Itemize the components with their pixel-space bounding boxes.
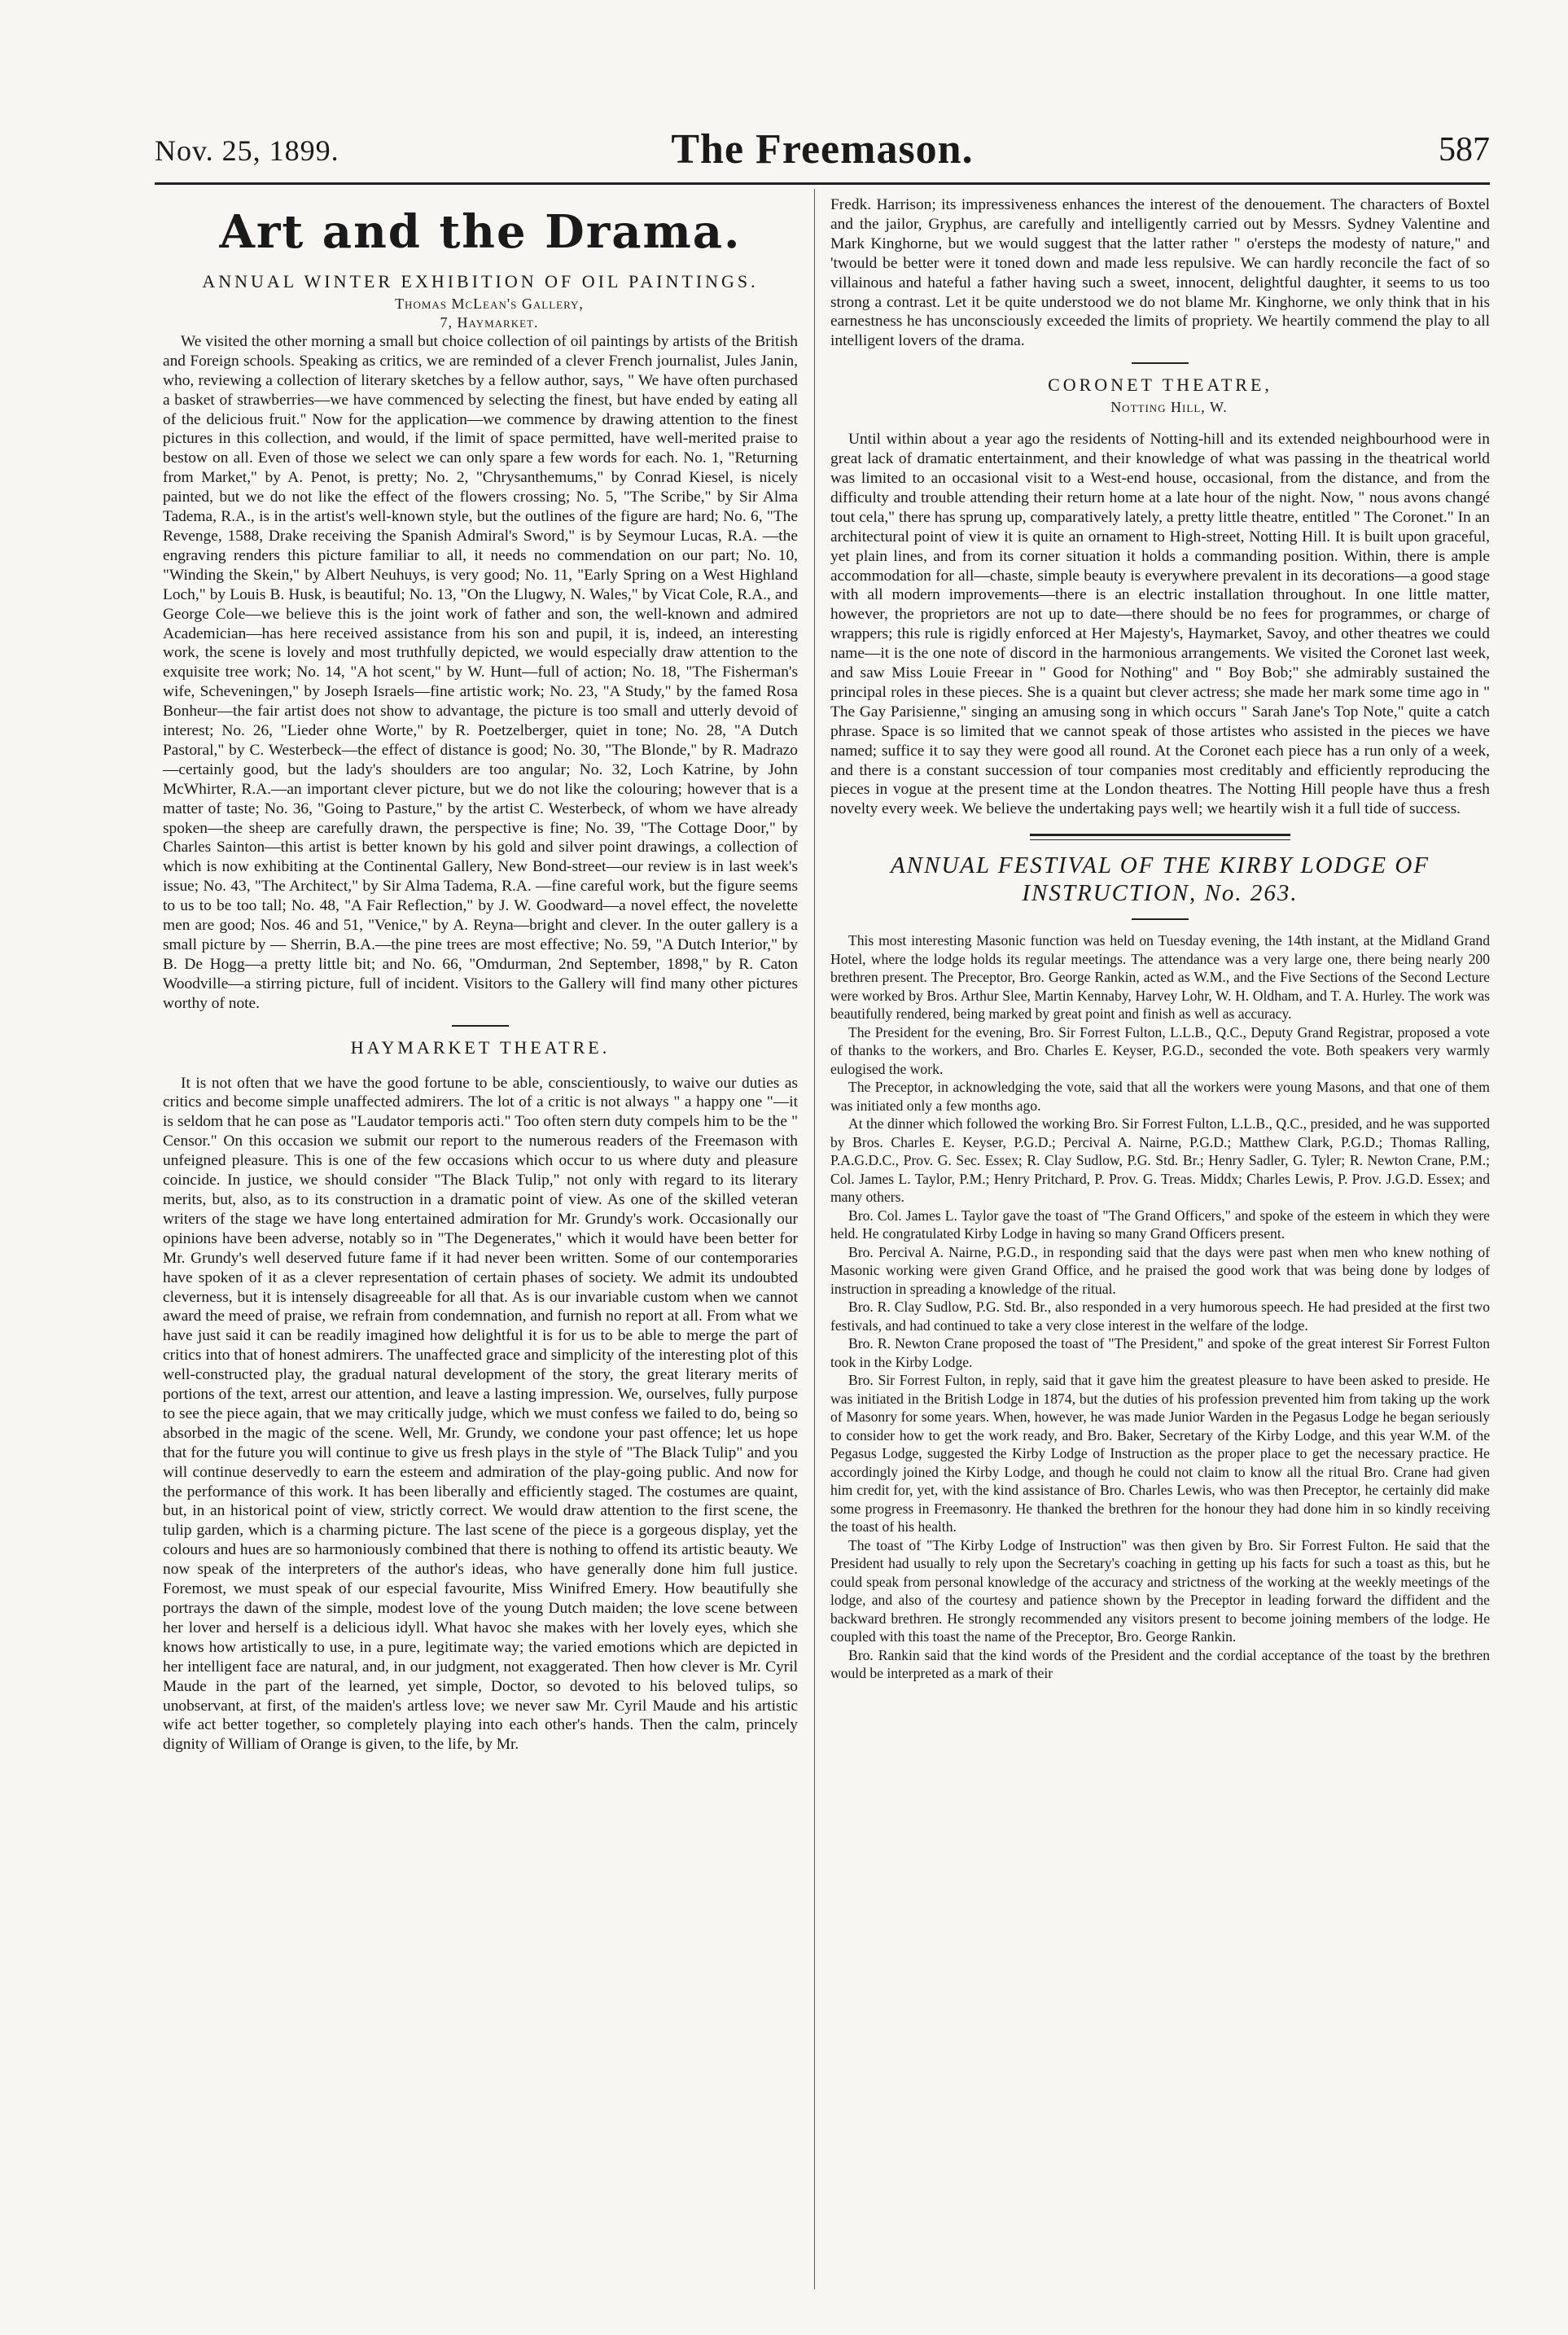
- festival-paragraph: Bro. Col. James L. Taylor gave the toast of "The Grand Officers," and spoke of the esteem in which they were held. He congratulated Kirby Lodge in having so many Grand Officers present.: [830, 1207, 1490, 1242]
- exhibition-body: We visited the other morning a small but choice collection of oil paintings by artists of the British and Foreign schools. Speaking as critics, we are reminded of a clever French journalist, Jules Janin, who, reviewing a collection of literary sketches by a fellow author, says, " We have often purchased a basket of strawberries—we have commenced by selecting the finest, but have ended by eating all of the delicious fruit." Now for the application—we commence by drawing attention to the finest pictures in this collection, and would, if the limit of space permitted, have well-merited praise to bestow on all. Even of those we select we can only spare a few words for each. No. 1, "Returning from Market," by A. Penot, is pretty; No. 2, "Chrysanthemums," by Conrad Kiesel, is nicely painted, but we do not like the effect of the flowers crossing; No. 5, "The Scribe," by Sir Alma Tadema, R.A., is in the artist's well-known style, but the outlines of the figure are hard; No. 6, "The Revenge, 1588, Drake receiving the Spanish Admiral's Sword," is by Seymour Lucas, R.A. —the engraving renders this picture familiar to all, it needs no commendation on our part; No. 10, "Winding the Skein," by Albert Neuhuys, is very good; No. 11, "Early Spring on a West Highland Loch," by Louis B. Husk, is beautiful; No. 13, "On the Llugwy, N. Wales," by Vicat Cole, R.A., and George Cole—we believe this is the joint work of father and son, the well-known and admired Academician—has here received assistance from his son and pupil, it is, indeed, an interesting work, the scene is lovely and most truthfully depicted, we would especially draw attention to the exquisite tree work; No. 14, "A hot scent," by W. Hunt—full of action; No. 18, "The Fisherman's wife, Scheveningen," by Joseph Israels—fine artistic work; No. 23, "A Study," by the famed Rosa Bonheur—the fair artist does not show to advantage, the picture is too small and utterly devoid of interest; No. 26, "Lieder ohne Worte," by R. Poetzelberger, quiet in tone; No. 28, "A Dutch Pastoral," by C. Westerbeck—the effect of distance is good; No. 30, "The Blonde," by R. Madrazo—certainly good, but the lady's shoulders are too angular; No. 32, Loch Katrine, by John McWhirter, R.A.—an important clever picture, but we do not like the colouring; however that is a matter of taste; No. 36, "Going to Pasture," by the artist C. Westerbeck, of whom we have already spoken—the sheep are carefully drawn, the perspective is fine; No. 39, "The Cottage Door," by Charles Sainton—this artist is better known by his gold and silver point drawings, a collection of which is now exhibiting at the Continental Gallery, New Bond-street—our review is in last week's issue; No. 43, "The Architect," by Sir Alma Tadema, R.A. —fine careful work, but the figure seems to us to be too tall; No. 48, "A Fair Reflection," by J. W. Goodward—a novel effect, the novelette men are good; Nos. 46 and 51, "Venice," by A. Reyna—bright and clever. In the outer gallery is a small picture by — Sherrin, B.A.—the pine trees are most effective; No. 59, "A Dutch Interior," by B. De Hogg—a pretty little bit; and No. 66, "Omdurman, 2nd September, 1898," by R. Caton Woodville—a stirring picture, full of incident. Visitors to the Gallery will find many other pictures worthy of note.: [163, 332, 798, 1012]
- coronet-body: Until within about a year ago the residents of Notting-hill and its extended neighbourhood were in great lack of dramatic entertainment, and their knowledge of what was passing in the theatrical world was limited to an occasional visit to a West-end house, occasional, from the distance, and from the difficulty and trouble attending their return home at a late hour of the night. Now, " nous avons changé tout cela," there has sprung up, comparatively lately, a pretty little theatre, entitled " The Coronet." In an architectural point of view it is quite an ornament to High-street, Notting Hill. It is built upon graceful, yet plain lines, and from its corner situation it holds a commanding position. Within, there is ample accommodation for all—chaste, simple beauty is everywhere prevalent in its decorations—a good stage with all modern improvements—there is an electric installation throughout. In one little matter, however, the proprietors are not up to date—there should be no fees for programmes, or charge of wrappers; this rule is rigidly enforced at Her Majesty's, Haymarket, Savoy, and other theatres we could name—it is the one note of discord in the harmonious arrangements. We visited the Coronet last week, and saw Miss Louie Freear in " Good for Nothing" and " Boy Bob;" she admirably sustained the principal roles in these pieces. She is a quaint but clever actress; she made her mark some time ago in " The Gay Parisienne," singing an amusing song in which occurs " Sarah Jane's Top Note," quite a catch phrase. Space is so limited that we cannot speak of those artistes who assisted in the pieces we have named; suffice it to say they were good all round. At the Coronet each piece has a run only of a week, and there is a constant succession of tour companies most creditably and efficiently reproducing the pieces in vogue at the present time at the London theatres. The Notting Hill people have thus a fresh novelty every week. We believe the undertaking pays well; we heartily wish it a full tide of success.: [830, 431, 1490, 818]
- coronet-heading: CORONET THEATRE,: [1048, 375, 1272, 396]
- masthead: [155, 126, 1490, 181]
- festival-paragraph: The Preceptor, in acknowledging the vote, said that all the workers were young Masons, and that one of them was initiated only a few months ago.: [830, 1079, 1490, 1114]
- haymarket-continued: Fredk. Harrison; its impressiveness enhances the interest of the denouement. The characters of Boxtel and the jailor, Gryphus, are carefully and intelligently carried out by Messrs. Sydney Valentine and Mark Kinghorne, but we would suggest that the latter rather " o'ersteps the modesty of nature," and 'twould be better were it toned down and made less repulsive. We can hardly reconcile the fact of so villainous and hateful a father having such a sweet, innocent, delightful daughter, it seems to us too strong a contrast. Let it be quite understood we do not blame Mr. Kinghorne, we only think that in his earnestness he has unconsciously exceeded the limits of propriety. We heartily commend the play to all intelligent lovers of the drama.: [830, 196, 1490, 350]
- section-rule: [452, 1025, 509, 1027]
- festival-heading-line-1: ANNUAL FESTIVAL OF THE KIRBY LODGE OF: [890, 852, 1430, 879]
- issue-date: Nov. 25, 1899.: [155, 134, 339, 167]
- exhibition-heading: ANNUAL WINTER EXHIBITION OF OIL PAINTINGS.: [202, 271, 759, 291]
- festival-paragraph: Bro. Sir Forrest Fulton, in reply, said that it gave him the greatest pleasure to have been asked to preside. He was initiated in the British Lodge in 1874, but the duties of his profession prevented him from taking up the work of Masonry for some years. When, however, he was made Junior Warden in the Pegasus Lodge he began seriously to consider how to get the work ready, and Bro. Baker, Secretary of the Kirby Lodge, and this year W.M. of the Pegasus Lodge, suggested the Kirby Lodge of Instruction as the proper place to get the necessary practice. He accordingly joined the Kirby Lodge, and though he could not claim to know all the ritual Bro. Crane had given him credit for, yet, with the kind assistance of Bro. Charles Lewis, who was then Preceptor, he certainly did make some progress in Freemasonry. He thanked the brethren for the honour they had done him in so kindly receiving the toast of his health.: [830, 1372, 1490, 1535]
- left-column: [163, 195, 798, 1755]
- gallery-address: 7, Haymarket.: [440, 313, 539, 331]
- right-column: [830, 195, 1490, 1683]
- festival-paragraph: At the dinner which followed the working Bro. Sir Forrest Fulton, L.L.B., Q.C., presided, and he was supported by Bros. Charles E. Keyser, P.G.D.; Percival A. Nairne, P.G.D.; Matthew Clark, P.G.D.; Thomas Ralling, P.A.G.D.C., Prov. G. Sec. Essex; R. Clay Sudlow, P.G. Std. Br.; Henry Sadler, G. Tyler; R. Newton Crane, P.M.; Col. James L. Taylor, P.M.; Henry Pritchard, P. Prov. G. Treas. Middx; Charles Lewis, P. Prov. J.G.D. Essex; and many others.: [830, 1115, 1490, 1206]
- festival-heading: [830, 852, 1490, 907]
- coronet-location: Notting Hill, W.: [1110, 399, 1228, 416]
- festival-paragraph: This most interesting Masonic function was held on Tuesday evening, the 14th instant, at the Midland Grand Hotel, where the lodge holds its regular meetings. The attendance was a very large one, there being nearly 200 brethren present. The Preceptor, Bro. George Rankin, acted as W.M., and the Five Sections of the Second Lecture were worked by Bros. Arthur Slee, Martin Kennaby, Harvey Lohr, W. H. Oldham, and T. A. Hurley. The work was beautifully rendered, being marked by great point and finish as well as accuracy.: [830, 932, 1490, 1023]
- festival-paragraph: Bro. R. Newton Crane proposed the toast of "The President," and spoke of the great interest Sir Forrest Fulton took in the Kirby Lodge.: [830, 1335, 1490, 1370]
- column-divider: [814, 189, 815, 2289]
- festival-paragraph: The toast of "The Kirby Lodge of Instruction" was then given by Bro. Sir Forrest Fulton. He said that the President had usually to rely upon the Secretary's coaching in getting up his facts for such a toast as this, but he could speak from personal knowledge of the accuracy and strictness of the working at the weekly meetings of the lodge, and also of the courtesy and patience shown by the Preceptor in leading forward the diffident and the backward brethren. He strongly recommended any visitors present to become joining members of the lodge. He coupled with this toast the name of the Preceptor, Bro. George Rankin.: [830, 1536, 1490, 1645]
- newspaper-title: The Freemason.: [671, 126, 974, 173]
- festival-paragraph: Bro. R. Clay Sudlow, P.G. Std. Br., also responded in a very humorous speech. He had presided at the first two festivals, and had continued to take a very close interest in the welfare of the lodge.: [830, 1299, 1490, 1334]
- haymarket-body: It is not often that we have the good fortune to be able, conscientiously, to waive our duties as critics and become simple unaffected admirers. The lot of a critic is not always " a happy one "—it is seldom that he can pose as "Laudator temporis acti." Too often stern duty compels him to be the " Censor." On this occasion we submit our report to the numerous readers of the Freemason with unfeigned pleasure. This is one of the few occasions which occur to us where duty and pleasure coincide. In justice, we should consider "The Black Tulip," not only with regard to its literary merits, but, also, as to its construction in a dramatic point of view. As one of the skilled veteran writers of the stage we have long entertained admiration for Mr. Grundy's work. Occasionally our opinions have been adverse, notably so in "The Degenerates," which it would have been better for Mr. Grundy's well deserved future fame if it had never been written. Some of our contemporaries have spoken of it as a clever representation of certain phases of society. We admit its undoubted cleverness, but it is intensely disagreeable for all that. As is our invariable custom when we cannot award the meed of praise, we refrain from condemnation, and furnish no report at all. From what we have just said it can be readily imagined how delightful it is for us to be able to merge the part of critics into that of honest admirers. The unaffected grace and simplicity of the interesting plot of this well-constructed play, the gradual natural development of the story, the great literary merits of portions of the text, arrest our attention, and leave a lasting impression. We, ourselves, fully purpose to see the piece again, that we may critically judge, which we must confess we failed to do, being so absorbed in the magic of the scene. Well, Mr. Grundy, we condone your past offence; let us hope that for the future you will continue to give us fresh plays in the style of "The Black Tulip" and you will continue deservedly to earn the esteem and admiration of the play-going public. And now for the performance of this work. It has been liberally and efficiently staged. The costumes are quaint, but, in an historical point of view, strictly correct. We would draw attention to the first scene, the tulip garden, which is a charming picture. The last scene of the piece is a gorgeous display, yet the colours and hues are so harmoniously combined that there is nothing to offend its artistic beauty. We now speak of the interpreters of the author's ideas, who have generally done him full justice. Foremost, we must speak of our especial favourite, Miss Winifred Emery. How beautifully she portrays the dawn of the simple, modest love of the young Dutch maiden; the love scene between her lover and herself is a delicious idyll. What havoc she makes with her lovely eyes, which she knows how artistically to use, in a pure, legitimate way; the varied emotions which are depicted in her intelligent face are natural, and, in our judgment, not exaggerated. Then how clever is Mr. Cyril Maude in the part of the learned, yet simple, Doctor, so devoted to his beloved tulips, so unobservant, at first, of the maiden's artless love; we never saw Mr. Cyril Maude and his artistic wife act better together, so completely playing into each other's hands. Then the calm, princely dignity of William of Orange is given, to the life, by Mr.: [163, 1074, 798, 1754]
- section-title: Art and the Drama.: [219, 205, 742, 259]
- festival-paragraph: The President for the evening, Bro. Sir Forrest Fulton, L.L.B., Q.C., Deputy Grand Registrar, proposed a vote of thanks to the workers, and Bro. Charles E. Keyser, P.G.D., seconded the vote. Both speakers very warmly eulogised the work.: [830, 1023, 1490, 1077]
- page-number: 587: [1439, 131, 1490, 169]
- haymarket-heading: HAYMARKET THEATRE.: [350, 1036, 611, 1058]
- article-separator: [1030, 834, 1290, 840]
- festival-paragraph: Bro. Percival A. Nairne, P.G.D., in responding said that the days were past when men who knew nothing of Masonic working were given Grand Office, and he praised the good work that was being done by lodges of instruction in spreading a knowledge of the ritual.: [830, 1243, 1490, 1297]
- festival-heading-line-2: INSTRUCTION, No. 263.: [1022, 880, 1299, 907]
- festival-paragraph: Bro. Rankin said that the kind words of the President and the cordial acceptance of the toast by the brethren would be interpreted as a mark of their: [830, 1646, 1490, 1682]
- masthead-rule: [155, 182, 1490, 185]
- festival-body: [830, 931, 1490, 1683]
- section-rule: [1132, 918, 1189, 920]
- gallery-name: Thomas McLean's Gallery,: [395, 295, 584, 312]
- section-rule: [1132, 362, 1189, 364]
